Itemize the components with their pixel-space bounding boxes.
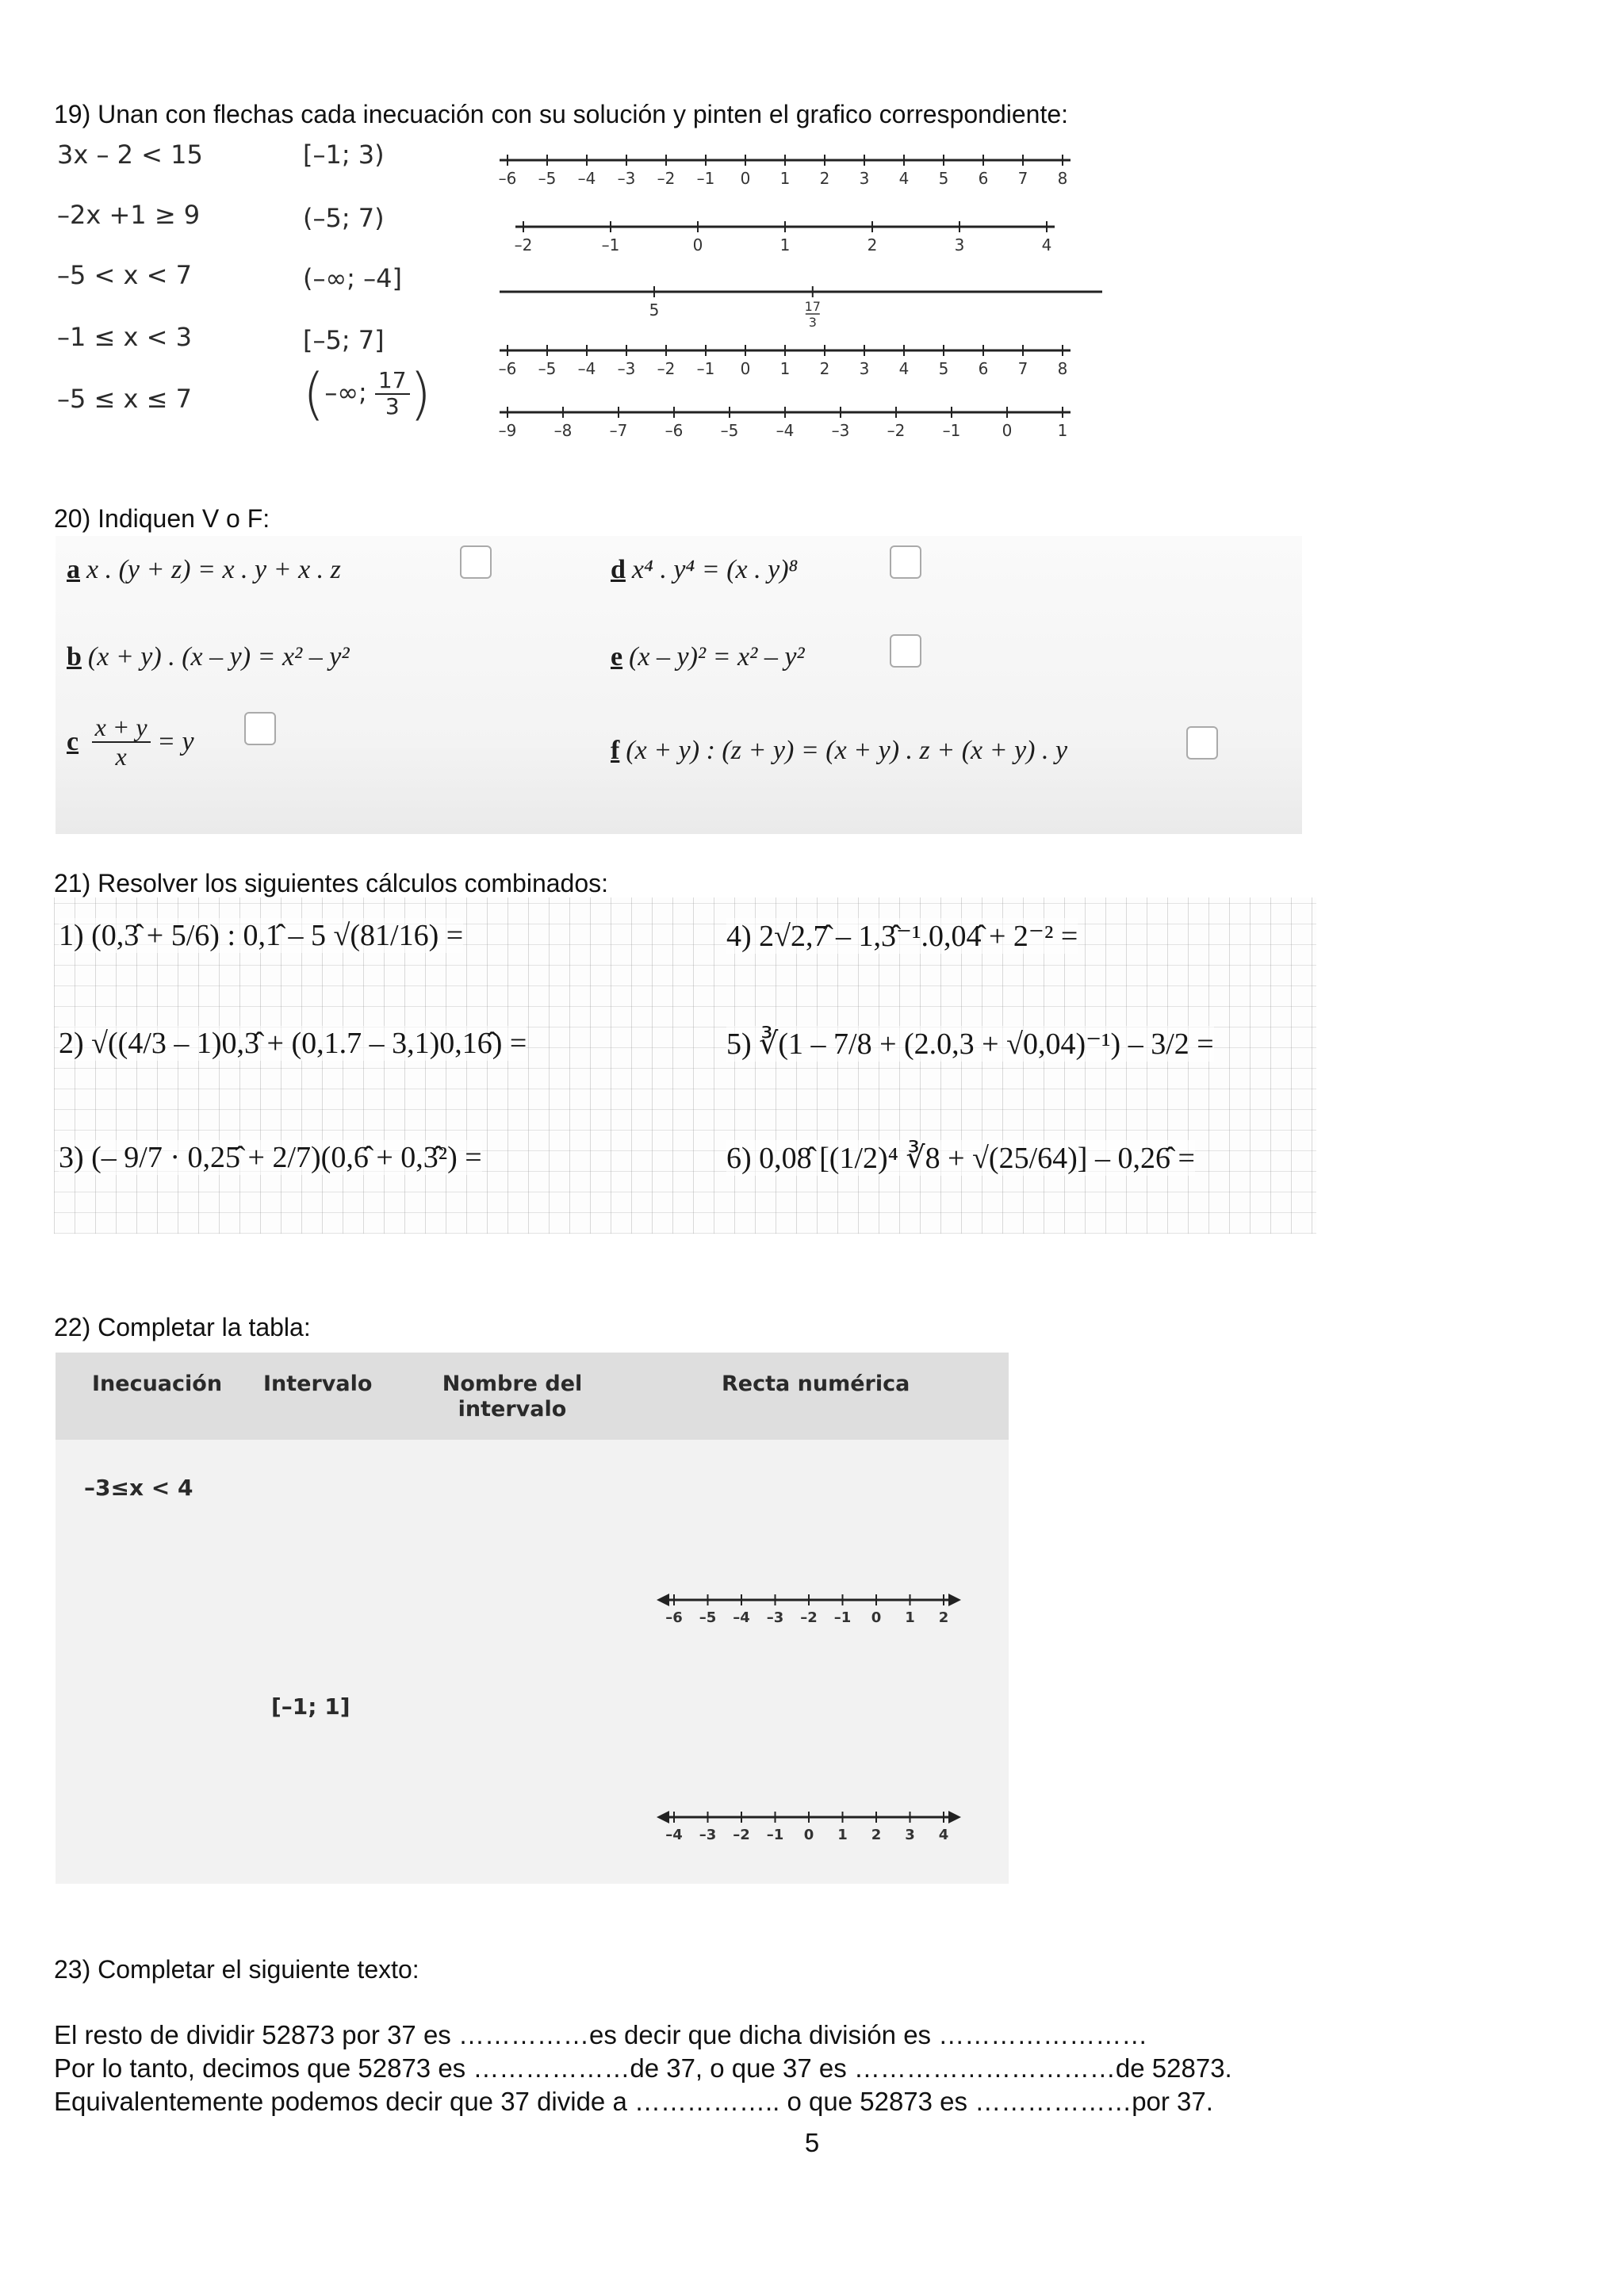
p19-interval-3: (–∞; –4] <box>303 263 402 293</box>
tick-label: 2 <box>938 1609 949 1626</box>
p19-interval-5: (–∞; $\frac{17}{3}$ ) <box>303 362 431 427</box>
p20-title: 20) Indiquen V o F: <box>54 504 270 533</box>
tick-label: 7 <box>1017 169 1028 188</box>
tick-label: 2 <box>871 1827 882 1843</box>
tick-label: –2 <box>514 235 533 254</box>
vf-item-e: e (x – y)² = x² – y² <box>611 642 805 672</box>
tick-label: 0 <box>740 359 751 378</box>
tick-label: –8 <box>553 421 573 440</box>
vf-item-a: a x . (y + z) = x . y + x . z <box>67 555 341 584</box>
calc-3: 3) (– 9/7 · 0,25̂ + 2/7)(0,6̂ + 0,3̂²) = <box>59 1141 482 1174</box>
vf-item-f: f (x + y) : (z + y) = (x + y) . z + (x + y) . y <box>611 736 1068 765</box>
tick-label: –1 <box>696 169 715 188</box>
calc-1: 1) (0,3̂ + 5/6) : 0,1̂ – 5 √(81/16) = <box>59 919 464 952</box>
tick-label: –6 <box>665 1609 683 1626</box>
vf-answer-box-f[interactable] <box>1186 726 1218 760</box>
vf-answer-box-d[interactable] <box>890 545 921 579</box>
calc-5: 5) ∛(1 – 7/8 + (2.0,3 + √0,04)⁻¹) – 3/2 = <box>726 1027 1214 1061</box>
p19-title: 19) Unan con flechas cada inecuación con su solución y pinten el grafico correspondiente: <box>54 100 1069 128</box>
col-header-inecuacion: Inecuación <box>92 1372 223 1396</box>
tick-label: 1 <box>905 1609 915 1626</box>
tick-label: 4 <box>898 359 910 378</box>
tick-label: 0 <box>740 169 751 188</box>
p19-inequality-4: –1 ≤ x < 3 <box>57 322 192 352</box>
tick-label: –6 <box>665 421 684 440</box>
tick-label: –5 <box>699 1609 717 1626</box>
tick-label: –1 <box>696 359 715 378</box>
p19-inequality-2: –2x +1 ≥ 9 <box>57 200 201 230</box>
tick-label: –4 <box>665 1827 683 1843</box>
p19-number-lines <box>492 143 1110 460</box>
tick-label-frac-num: 17 <box>804 299 821 314</box>
tick-label: 3 <box>859 359 870 378</box>
arrow-left-icon <box>657 1811 669 1823</box>
tick-label: –2 <box>887 421 906 440</box>
tick-label: 6 <box>978 359 989 378</box>
tick-label: 8 <box>1057 359 1068 378</box>
tick-label: –3 <box>617 169 636 188</box>
tick-label: –3 <box>617 359 636 378</box>
calc-6: 6) 0,08̂ [(1/2)⁴ ∛8 + √(25/64)] – 0,26̂ = <box>726 1142 1195 1175</box>
arrow-left-icon <box>657 1594 669 1606</box>
col-header-intervalo: Intervalo <box>263 1372 373 1396</box>
p19-interval-2: (–5; 7) <box>303 203 385 233</box>
vf-item-d: d x⁴ . y⁴ = (x . y)⁸ <box>611 555 799 584</box>
tick-label: –2 <box>657 359 676 378</box>
tick-label: 0 <box>692 235 703 254</box>
tick-label-frac-den: 3 <box>808 315 817 330</box>
tick-label: 5 <box>938 359 949 378</box>
row4-number-line <box>634 1798 983 1862</box>
tick-label: –7 <box>609 421 628 440</box>
calc-4: 4) 2√2,7̂ – 1,3̂⁻¹.0,04̂ + 2⁻² = <box>726 920 1078 953</box>
p23-line-2: Por lo tanto, decimos que 52873 es ………………de 37, o que 37 es …………………………de 52873. <box>54 2053 1232 2083</box>
p19-interval-5-prefix: –∞; <box>324 377 367 408</box>
tick-label: 2 <box>819 169 830 188</box>
tick-label: –5 <box>538 169 557 188</box>
col-header-nombre: Nombre del intervalo <box>442 1372 583 1422</box>
tick-label: –3 <box>699 1827 717 1843</box>
vf-item-c: c $\frac{x + y}{x}$ = y <box>67 713 194 771</box>
p23-line-3: Equivalentemente podemos decir que 37 divide a …………….. o que 52873 es ………………por 37. <box>54 2087 1213 2116</box>
tick-label: 1 <box>779 235 791 254</box>
tick-label: 0 <box>803 1827 814 1843</box>
tick-label: 1 <box>837 1827 848 1843</box>
tick-label: –1 <box>942 421 961 440</box>
p23-line-1: El resto de dividir 52873 por 37 es ……………es decir que dicha división es …………………… <box>54 2020 1148 2049</box>
tick-label: 8 <box>1057 169 1068 188</box>
tick-label: 4 <box>898 169 910 188</box>
tick-label: 0 <box>871 1609 882 1626</box>
vf-item-b: b (x + y) . (x – y) = x² – y² <box>67 642 350 672</box>
tick-label: 3 <box>859 169 870 188</box>
arrow-right-icon <box>948 1594 961 1606</box>
tick-label: –3 <box>766 1609 784 1626</box>
vf-answer-box-c[interactable] <box>244 712 276 745</box>
tick-label: 5 <box>649 300 660 320</box>
tick-label: 0 <box>1002 421 1013 440</box>
p23-title: 23) Completar el siguiente texto: <box>54 1955 419 1984</box>
tick-label: 2 <box>819 359 830 378</box>
tick-label: –2 <box>657 169 676 188</box>
tick-label: –4 <box>577 359 596 378</box>
p22-table <box>56 1353 1009 1884</box>
tick-label: –1 <box>766 1827 784 1843</box>
tick-label: –2 <box>800 1609 818 1626</box>
tick-label: 2 <box>867 235 878 254</box>
tick-label: –1 <box>601 235 620 254</box>
tick-label: –9 <box>498 421 517 440</box>
p20-exercise-area <box>56 536 1302 834</box>
tick-label: –2 <box>733 1827 750 1843</box>
arrow-right-icon <box>948 1811 961 1823</box>
col-header-recta: Recta numérica <box>722 1372 910 1396</box>
tick-label: 6 <box>978 169 989 188</box>
tick-label: 3 <box>954 235 965 254</box>
p22-title: 22) Completar la tabla: <box>54 1313 311 1341</box>
vf-answer-box-a[interactable] <box>460 545 492 579</box>
tick-label: –6 <box>498 169 517 188</box>
tick-label: 1 <box>1057 421 1068 440</box>
p19-interval-1: [–1; 3) <box>303 140 385 170</box>
tick-label: –4 <box>733 1609 750 1626</box>
p21-exercise-grid <box>54 897 1316 1234</box>
row3-interval: [–1; 1] <box>271 1693 350 1720</box>
row1-inequality: –3≤x < 4 <box>84 1475 193 1501</box>
tick-label: 1 <box>779 359 791 378</box>
tick-label: 4 <box>938 1827 949 1843</box>
tick-label: 4 <box>1041 235 1052 254</box>
calc-2: 2) √((4/3 – 1)0,3̂ + (0,1.7 – 3,1)0,16̂) = <box>59 1027 527 1060</box>
p21-title: 21) Resolver los siguientes cálculos combinados: <box>54 869 609 897</box>
tick-label: –6 <box>498 359 517 378</box>
tick-label: –4 <box>776 421 795 440</box>
p19-inequality-5: –5 ≤ x ≤ 7 <box>57 384 192 414</box>
tick-label: –5 <box>538 359 557 378</box>
p19-inequality-3: –5 < x < 7 <box>57 260 192 290</box>
p19-interval-5-fraction: $\frac{17}{3}$ <box>375 369 410 419</box>
p19-interval-4: [–5; 7] <box>303 325 385 355</box>
vf-answer-box-e[interactable] <box>890 634 921 668</box>
tick-label: –5 <box>720 421 739 440</box>
tick-label: –4 <box>577 169 596 188</box>
tick-label: –3 <box>831 421 850 440</box>
row2-number-line <box>634 1581 983 1644</box>
tick-label: 7 <box>1017 359 1028 378</box>
tick-label: 5 <box>938 169 949 188</box>
page-number: 5 <box>804 2128 820 2157</box>
p19-inequality-1: 3x – 2 < 15 <box>57 140 203 170</box>
tick-label: 3 <box>905 1827 915 1843</box>
tick-label: –1 <box>833 1609 852 1626</box>
tick-label: 1 <box>779 169 791 188</box>
